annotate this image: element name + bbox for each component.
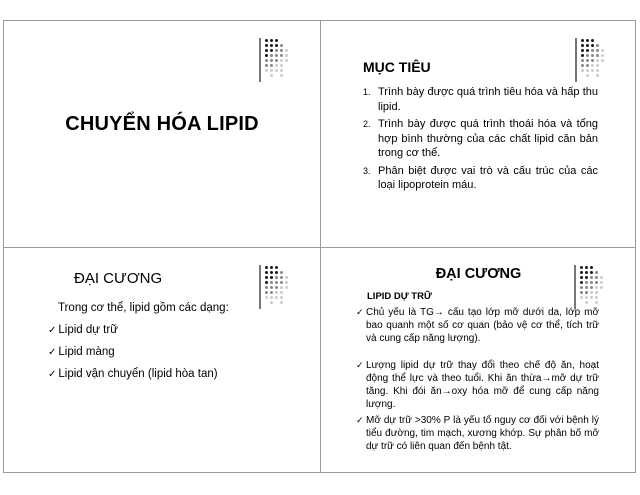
check-icon: ✓ — [48, 325, 57, 336]
list-item: 1. Trình bày được quá trình tiêu hóa và hấp thu lipid. — [363, 86, 598, 113]
slide-overview-storage — [321, 248, 636, 473]
check-icon: ✓ — [356, 360, 364, 370]
list-item: ✓ Lượng lipid dự trữ thay đổi theo chế độ ăn, hoạt động thể lực và theo tuổi. Khi ăn thừa→mỡ dự trữ tăng. Khi đói ăn→oxy hóa mỡ để cung cấp năng lượng. — [356, 360, 599, 410]
slide-objectives — [321, 21, 636, 247]
objectives-list — [363, 85, 598, 196]
dot-grid-icon — [259, 265, 289, 310]
overview-heading: ĐẠI CƯƠNG — [74, 270, 163, 287]
check-icon: ✓ — [48, 347, 57, 358]
storage-list — [357, 306, 599, 456]
overview-heading: ĐẠI CƯƠNG — [435, 266, 522, 282]
lipid-types-list — [48, 322, 218, 388]
dot-grid-icon — [575, 38, 605, 83]
check-icon: ✓ — [48, 369, 57, 380]
dot-grid-icon — [259, 38, 289, 83]
list-item: ✓ Lipid dự trữ — [48, 324, 118, 336]
storage-subheading: LIPID DỰ TRỮ — [367, 291, 432, 302]
list-item: 2. Trình bày được quá trình thoái hóa và tổng hợp bình thường của các chất lipid căn bản trong cơ thể. — [363, 118, 598, 159]
slide-overview-types — [4, 248, 320, 473]
list-item: ✓ Chủ yếu là TG→ cấu tạo lớp mỡ dưới da, lớp mỡ bao quanh một số cơ quan (bảo vệ cơ thể, tích trữ và cung cấp năng lượng). — [356, 307, 599, 344]
list-item: ✓ Lipid màng — [48, 346, 115, 358]
check-icon: ✓ — [356, 307, 364, 317]
list-item: ✓ Mỡ dự trữ >30% P là yếu tố nguy cơ đối với bệnh lý tiểu đường, tim mạch, xương khớp. Sự phân bố mỡ dự trữ có liên quan đến bệnh tật. — [356, 415, 599, 452]
slide-title — [4, 21, 320, 247]
check-icon: ✓ — [356, 415, 364, 425]
objectives-heading: MỤC TIÊU — [363, 59, 431, 75]
list-item: 3. Phân biệt được vai trò và cấu trúc của các loại lipoprotein máu. — [363, 164, 598, 191]
slide-title-text: CHUYỂN HÓA LIPID — [65, 113, 259, 135]
list-item: ✓ Lipid vận chuyển (lipid hòa tan) — [48, 368, 218, 380]
overview-intro: Trong cơ thể, lipid gồm các dạng: — [58, 302, 229, 314]
